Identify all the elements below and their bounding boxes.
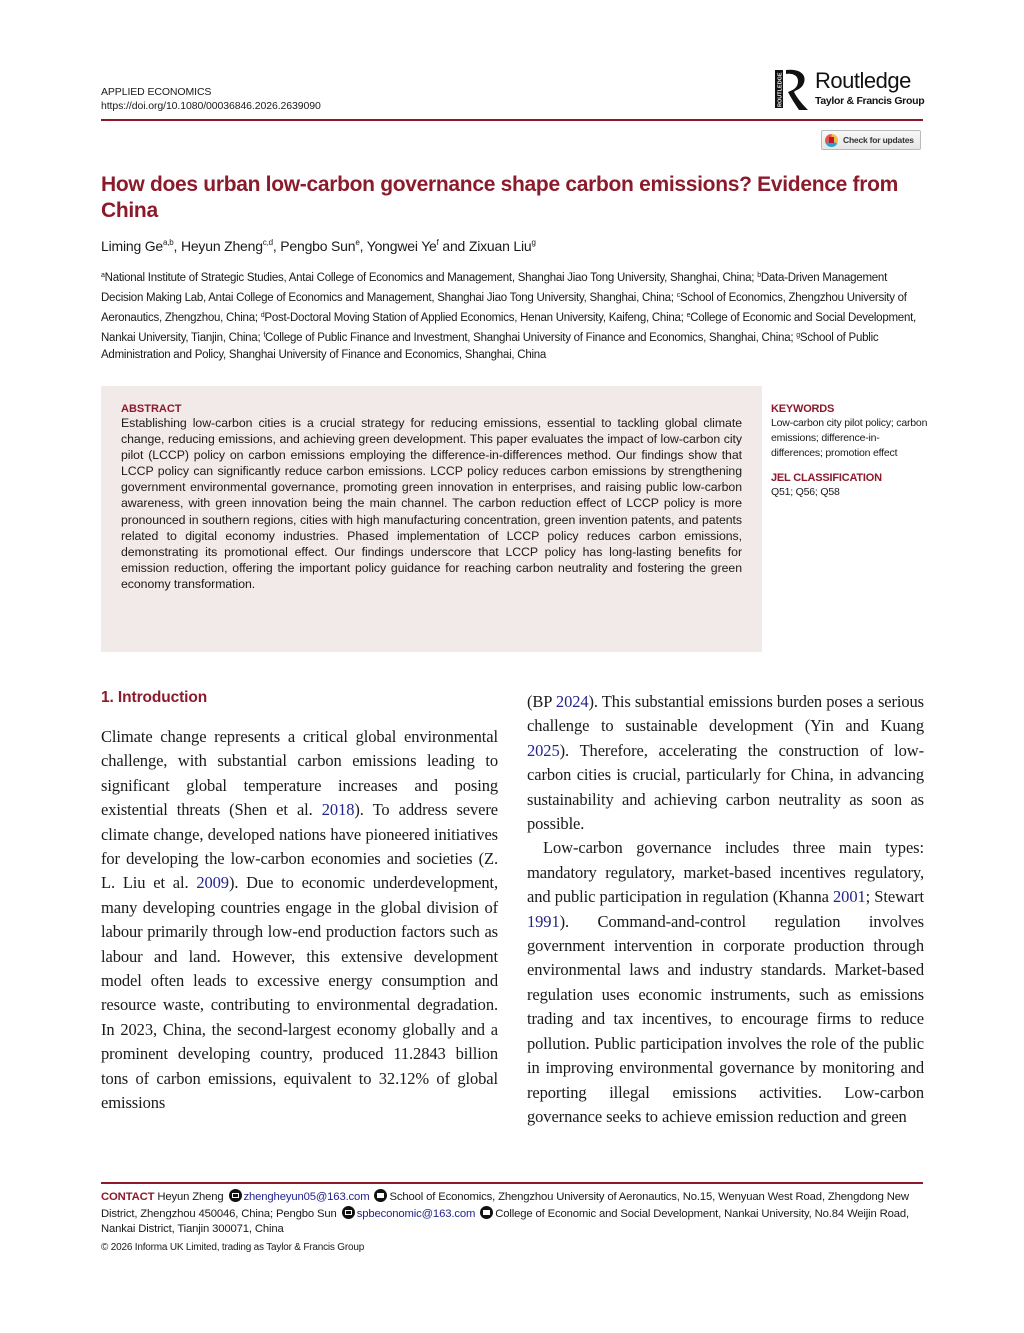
contact-info — [101, 1189, 927, 1238]
body-column-left — [101, 688, 498, 1116]
author-list: Liming Ge$^{a,b}$, Heyun Zheng$^{c,d}$, Pengbo Sun$^e$, Yongwei Ye$^f$ and Zixuan Liu$^g$ — [101, 238, 536, 254]
affiliation: $^d$Post-Doctoral Moving Station of Applied Economics, Henan University, Kaifeng, China; — [260, 312, 684, 324]
header-divider — [101, 119, 923, 121]
author[interactable]: Zixuan Liu$^g$ — [468, 238, 536, 254]
footer-divider — [101, 1182, 923, 1184]
journal-header — [101, 85, 321, 113]
affiliation: $^c$School of Economics, Zhengzhou University of Aeronautics, Zhengzhou, China; — [101, 292, 907, 324]
citation-link[interactable]: 2025 — [527, 740, 560, 760]
author[interactable]: Liming Ge$^{a,b}$ — [101, 238, 174, 254]
routledge-r-logo-icon — [775, 68, 809, 112]
check-for-updates-button[interactable] — [821, 130, 921, 150]
body-text: ). Command-and-control regulation involves government intervention in corporate production through environmental laws and industry standards. Market-based regulation uses economic instruments, such as emissions trading and tax incentives, to encourage firms to reduce pollution. Public participation involves the role of the public in improving environmental governance by monitoring and reporting illegal emissions activities. Low-carbon governance seeks to achieve emission reduction and green — [527, 911, 924, 1126]
authors-conjunction: and — [442, 238, 466, 254]
abstract-box — [101, 386, 762, 652]
intro-paragraph-1-part2 — [527, 690, 924, 836]
email-icon — [342, 1206, 355, 1219]
contact-email-link[interactable]: zhengheyun05@163.com — [243, 1191, 370, 1203]
keywords-panel — [771, 403, 931, 500]
body-text: ). Therefore, accelerating the construction of low-carbon cities is crucial, particularly for China, in advancing sustainability and achieving carbon neutrality as soon as possible. — [527, 740, 924, 834]
address-icon — [374, 1189, 387, 1202]
affiliation: $^g$School of Public Administration and Policy, Shanghai University of Finance and Economics, Shanghai, China — [101, 332, 879, 361]
abstract-text: Establishing low-carbon cities is a crucial strategy for reducing emissions, essential to tackling global climate change, reducing emissions, and achieving green development. This paper evaluates the impact of low-carbon city pilot (LCCP) policy on carbon emissions employing the difference-in-differences method. Our findings show that LCCP policy can significantly reduce carbon emissions. LCCP policy reduces carbon emissions by strengthening government environmental governance, promoting green innovation in enterprises, and raising public low-carbon awareness, with green innovation being the main channel. The carbon reduction effect of LCCP policy is more pronounced in southern regions, cities with high manufacturing concentration, green invention patents, and patents related to digital economy industries. Phased implementation of LCCP policy reduces carbon emissions, demonstrating its promotional effect. Our findings underscore that LCCP policy has long-lasting benefits for emission reduction, offering the important policy guidance for reaching carbon neutrality and fostering the green economy transformation. — [121, 416, 742, 591]
keywords-list: Low-carbon city pilot policy; carbon emissions; difference-in-differences; promotion effect — [771, 417, 928, 459]
author[interactable]: Heyun Zheng$^{c,d}$ — [180, 238, 273, 254]
contact-address: College of Economic and Social Development, Nankai University, No.84 Weijin Road, Nankai District, Tianjin 300071, China — [101, 1207, 910, 1235]
body-text: ). This substantial emissions burden poses a serious challenge to sustainable development (Yin and Kuang — [527, 692, 924, 736]
body-text: ). To address severe climate change, developed nations have pioneered initiatives for developing the low-carbon economies and societies (Z. L. Liu et al. — [101, 800, 498, 893]
doi-link[interactable]: https://doi.org/10.1080/00036846.2026.2639090 — [101, 100, 321, 112]
jel-heading: JEL CLASSIFICATION — [771, 472, 882, 484]
body-text: Climate change represents a critical global environmental challenge, with substantial carbon emissions leading to significant global temperature increases and posing existential threats (Shen et al. — [101, 727, 498, 820]
email-icon — [229, 1189, 242, 1202]
body-column-right — [527, 690, 924, 1129]
contact-address: School of Economics, Zhengzhou University of Aeronautics, No.15, Wenyuan West Road, Zhengdong New District, Zhengzhou 450046, China; — [101, 1191, 909, 1220]
keywords-heading: KEYWORDS — [771, 403, 835, 415]
affiliations — [101, 267, 927, 364]
publisher-name: Routledge — [815, 68, 911, 93]
body-text: (BP — [527, 692, 556, 711]
svg-text:ROUTLEDGE: ROUTLEDGE — [777, 72, 784, 107]
crossmark-icon — [825, 134, 838, 147]
body-text: ; Stewart — [865, 887, 924, 907]
contact-person: Pengbo Sun — [276, 1207, 337, 1220]
jel-codes: Q51; Q56; Q58 — [771, 486, 840, 498]
author[interactable]: Pengbo Sun$^e$ — [280, 238, 360, 254]
contact-email-link[interactable]: spbeconomic@163.com — [356, 1207, 476, 1220]
affiliation: $^e$College of Economic and Social Development, Nankai University, Tianjin, China; — [101, 312, 916, 344]
section-heading-introduction: 1. Introduction — [101, 689, 208, 706]
citation-link[interactable]: 2009 — [196, 873, 229, 893]
citation-link[interactable]: 1991 — [527, 911, 560, 931]
body-text: Low-carbon governance includes three main types: mandatory regulatory, market-based incentives regulatory, and public participation in regulation (Khanna — [527, 838, 924, 907]
citation-link[interactable]: 2001 — [833, 887, 866, 907]
copyright-notice: © 2026 Informa UK Limited, trading as Taylor & Francis Group — [101, 1242, 365, 1253]
citation-link[interactable]: 2024 — [555, 692, 589, 711]
publisher-logo — [775, 68, 925, 112]
abstract-heading: ABSTRACT — [121, 403, 182, 415]
intro-paragraph-1-part1 — [101, 725, 498, 1116]
publisher-subtitle: Taylor & Francis Group — [815, 95, 925, 107]
article-title: How does urban low-carbon governance shape carbon emissions? Evidence from China — [101, 173, 898, 222]
check-for-updates-label: Check for updates — [843, 135, 914, 145]
affiliation: $^b$Data-Driven Management Decision Making Lab, Antai College of Economics and Management, Shanghai Jiao Tong University, Shanghai, China; — [101, 272, 888, 304]
affiliation: $^f$College of Public Finance and Investment, Shanghai University of Finance and Economics, Shanghai, China; — [263, 332, 794, 344]
contact-label: CONTACT — [101, 1191, 155, 1203]
intro-paragraph-2 — [527, 836, 924, 1129]
citation-link[interactable]: 2018 — [321, 800, 355, 820]
journal-name: APPLIED ECONOMICS — [101, 86, 212, 98]
address-icon — [480, 1206, 493, 1219]
contact-person: Heyun Zheng — [157, 1191, 224, 1203]
body-text: ). Due to economic underdevelopment, many developing countries engage in the global division of labour primarily through low-end production factors such as labour and land. However, this extensive development model often leads to excessive energy consumption and resource waste, contributing to environmental degradation. In 2023, China, the second-largest economy globally and a prominent developing country, produced 11.2843 billion tons of carbon emissions, equivalent to 32.12% of global emissions — [101, 873, 498, 1113]
author[interactable]: Yongwei Ye$^f$ — [366, 238, 439, 254]
affiliation: $^a$National Institute of Strategic Studies, Antai College of Economics and Management, Shanghai Jiao Tong University, Shanghai, China; — [101, 272, 755, 284]
